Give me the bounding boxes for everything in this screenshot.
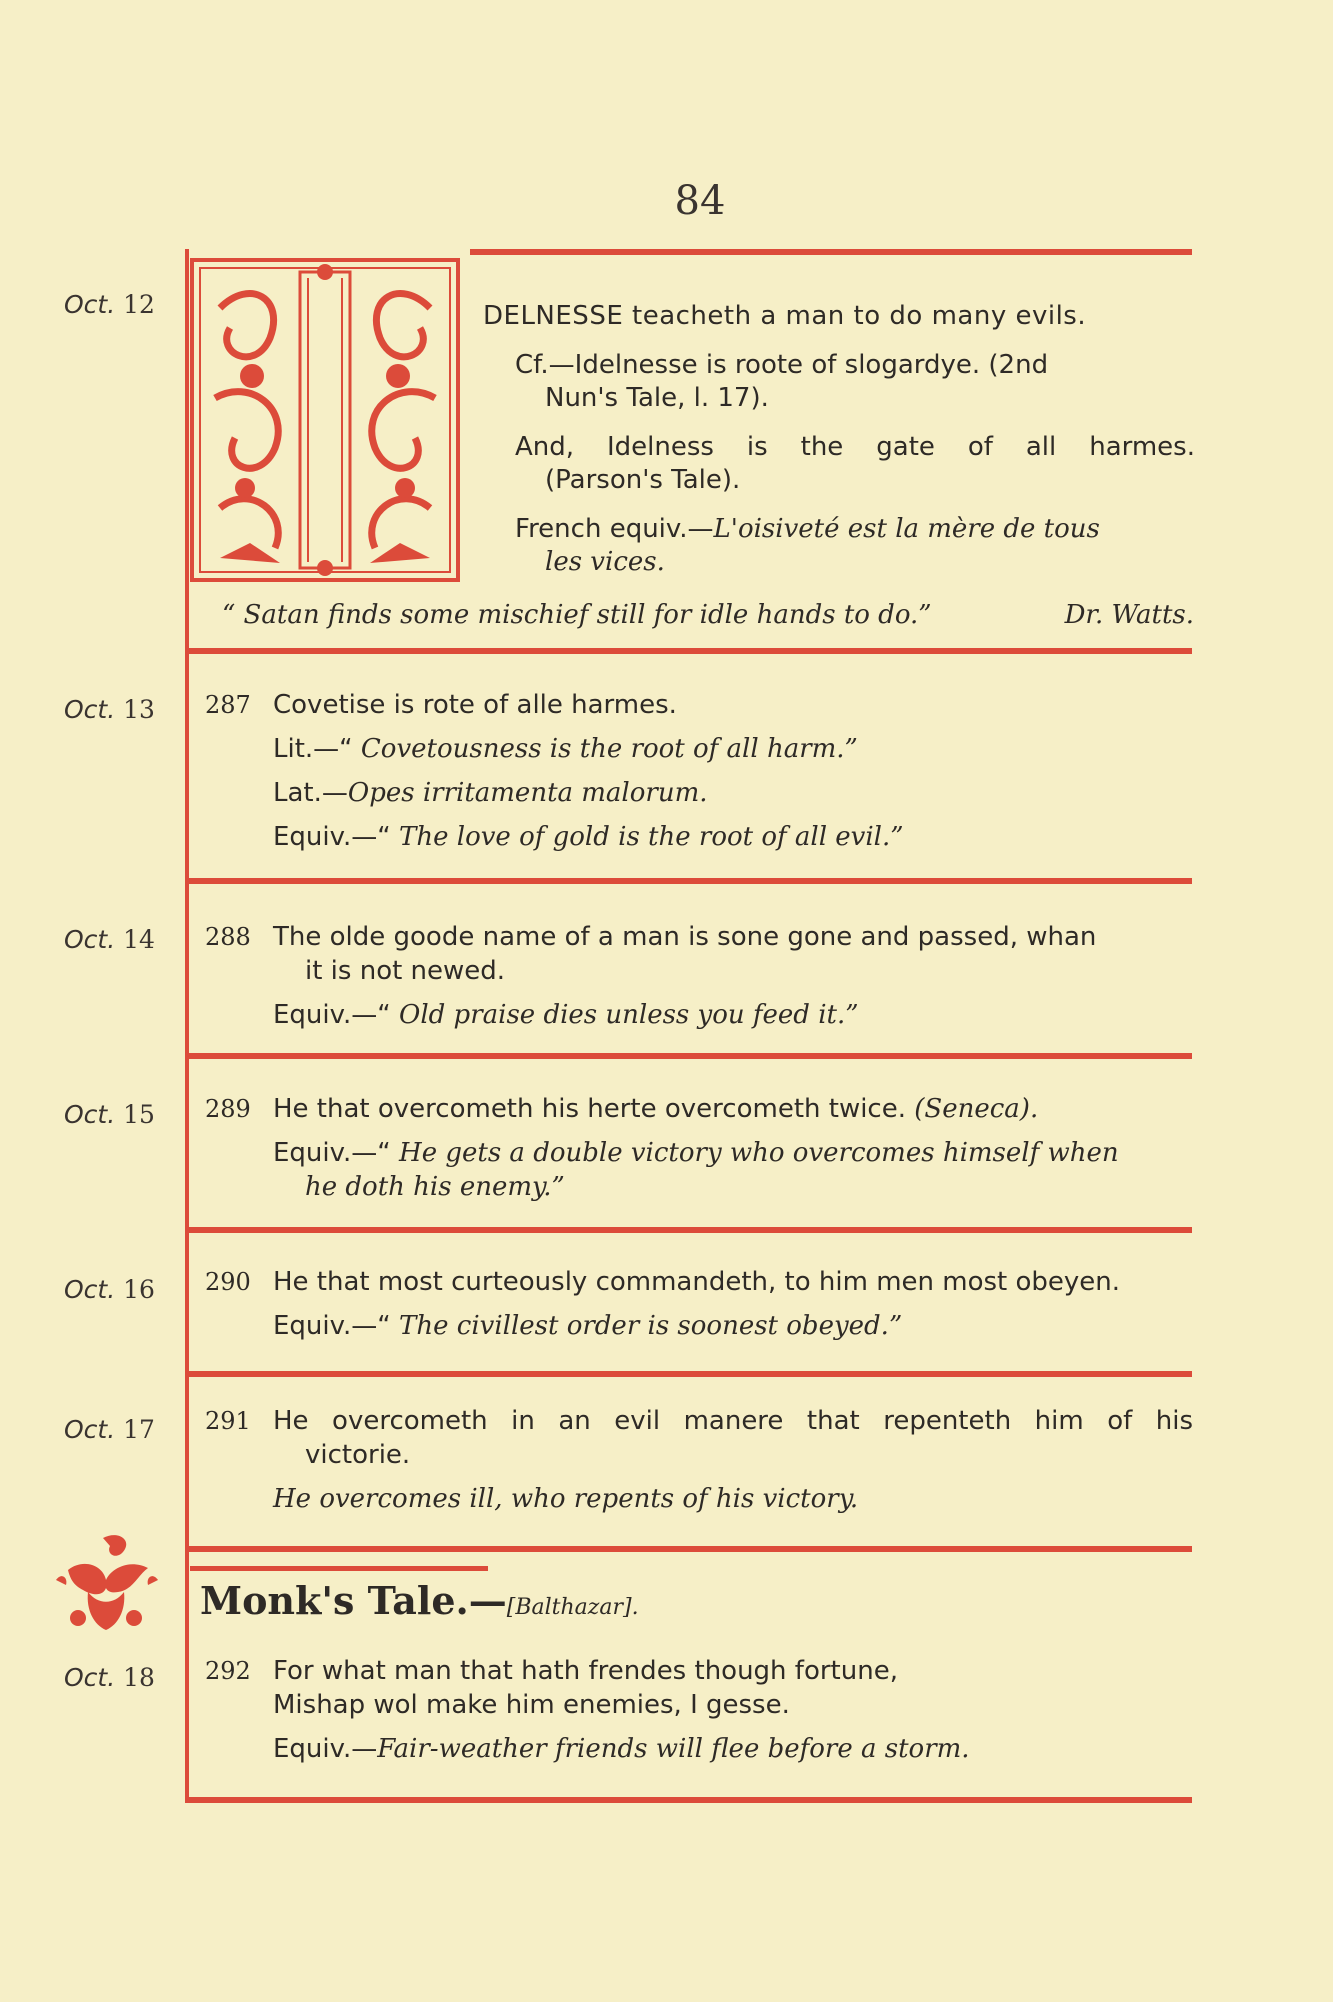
divider-rule	[188, 1797, 1192, 1803]
and-line: And, Idelness is the gate of all harmes.	[515, 432, 1195, 462]
date-label: Oct. 18	[64, 1663, 155, 1692]
entry-number: 287	[205, 691, 251, 719]
cf-line: Cf.—Idelnesse is roote of slogardye. (2nd	[515, 350, 1049, 380]
and-line: (Parson's Tale).	[545, 465, 741, 495]
cf-line: Nun's Tale, l. 17).	[545, 383, 769, 413]
entry-291: 291 He overcometh in an evil manere that repenteth him of his victorie. He overcomes ill, who repents of his victory.	[205, 1406, 1193, 1514]
entry-number: 288	[205, 923, 251, 951]
illuminated-initial	[190, 258, 460, 582]
entry-292: 292 For what man that hath frendes though fortune, Mishap wol make him enemies, I gesse. Equiv.—Fair-weather friends will flee before a storm.	[205, 1656, 970, 1764]
divider-rule	[188, 1371, 1192, 1377]
section-heading: Monk's Tale.—[Balthazar].	[200, 1578, 639, 1623]
section-rule	[190, 1566, 488, 1571]
entry-number: 289	[205, 1095, 251, 1123]
date-label: Oct. 16	[64, 1275, 155, 1304]
entry-number: 292	[205, 1657, 251, 1685]
watts-quote: “ Satan finds some mischief still for idle hands to do.” Dr. Watts.	[222, 600, 1194, 630]
french-equiv: French equiv.—L'oisiveté est la mère de tous	[515, 514, 1100, 544]
divider-rule	[470, 249, 1192, 255]
entry-288: 288 The olde goode name of a man is sone gone and passed, whan it is not newed. Equiv.—“ Old praise dies unless you feed it.”	[205, 922, 1097, 1030]
entry-number: 291	[205, 1407, 251, 1435]
entry-title: DELNESSE teacheth a man to do many evils.	[483, 301, 1087, 331]
entry-290: 290 He that most curteously commandeth, to him men most obeyen. Equiv.—“ The civillest order is soonest obeyed.”	[205, 1267, 1121, 1341]
french-equiv-cont: les vices.	[545, 547, 665, 577]
entry-287: 287 Covetise is rote of alle harmes. Lit.—“ Covetousness is the root of all harm.” Lat.—Opes irritamenta malorum. Equiv.—“ The love of gold is the root of all evil.”	[205, 690, 904, 852]
initial-i-icon	[190, 258, 460, 582]
section-title: Monk's Tale.	[200, 1578, 469, 1623]
date-label: Oct. 15	[64, 1100, 155, 1129]
date-label: Oct. 14	[64, 925, 155, 954]
date-label: Oct. 13	[64, 695, 155, 724]
divider-rule	[188, 1227, 1192, 1233]
divider-rule	[188, 878, 1192, 884]
divider-rule	[188, 1053, 1192, 1059]
entry-number: 290	[205, 1268, 251, 1296]
page-number: 84	[674, 178, 726, 224]
divider-rule	[188, 1546, 1192, 1552]
date-label: Oct. 17	[64, 1415, 155, 1444]
date-label: Oct. 12	[64, 290, 155, 319]
divider-rule	[188, 648, 1192, 654]
entry-idleness	[483, 300, 1195, 579]
entry-289: 289 He that overcometh his herte overcometh twice. (Seneca). Equiv.—“ He gets a double victory who overcomes himself when he doth his enemy.”	[205, 1094, 1119, 1202]
fleuron-ornament-icon	[48, 1530, 166, 1640]
section-subtitle: [Balthazar].	[506, 1595, 639, 1620]
